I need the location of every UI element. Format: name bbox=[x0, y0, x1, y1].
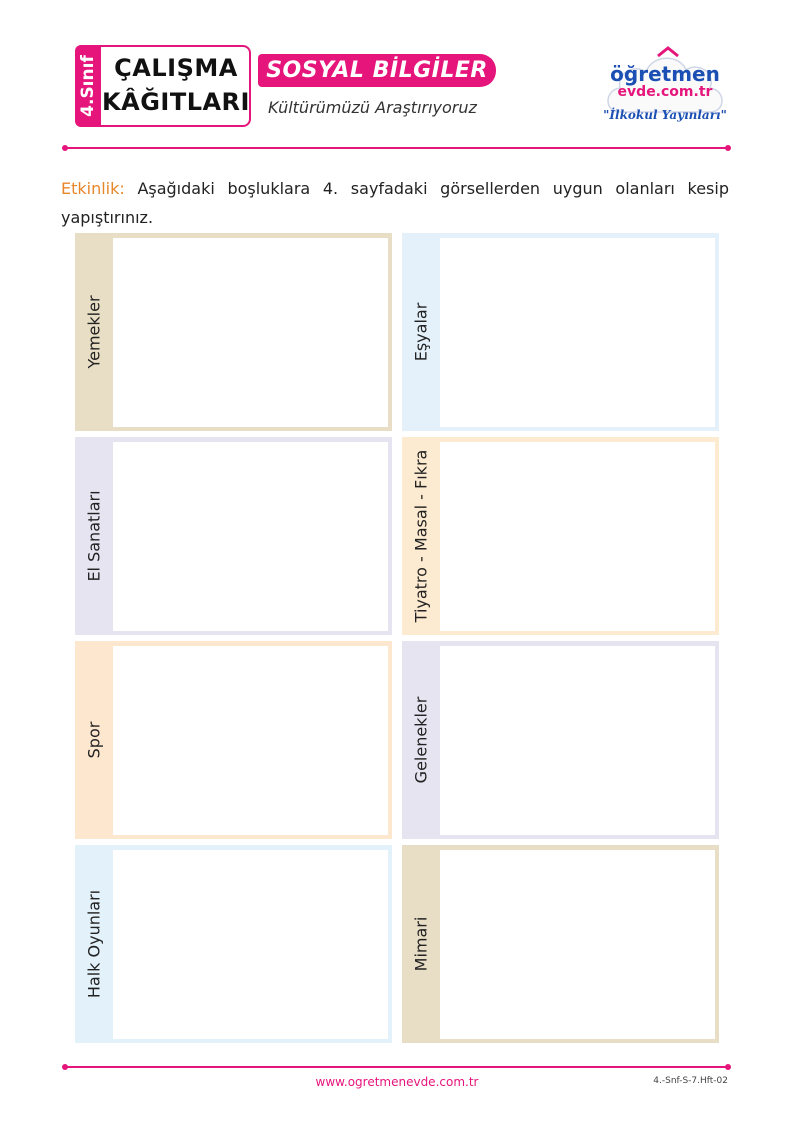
header-divider bbox=[65, 147, 728, 149]
grade-label: 4.Sınıf bbox=[78, 55, 98, 117]
logo-wordmark: öğretmen bbox=[610, 62, 720, 86]
box-architecture bbox=[402, 845, 719, 1043]
footer-divider bbox=[65, 1066, 728, 1068]
box-items bbox=[402, 233, 719, 431]
title-line-2: KÂĞITLARI bbox=[102, 88, 250, 116]
box-label: Tiyatro - Masal - Fıkra bbox=[411, 449, 431, 623]
box-folk-dances bbox=[75, 845, 392, 1043]
box-label: Mimari bbox=[411, 916, 431, 972]
subject-title: SOSYAL BİLGİLER bbox=[266, 58, 488, 83]
box-label: Yemekler bbox=[84, 295, 104, 369]
paste-area[interactable] bbox=[113, 442, 388, 631]
worksheet-title bbox=[101, 45, 251, 127]
paste-area[interactable] bbox=[440, 238, 715, 427]
paste-area[interactable] bbox=[113, 850, 388, 1039]
box-label: Halk Oyunları bbox=[84, 889, 104, 999]
logo-domain: evde.com.tr bbox=[617, 84, 713, 100]
box-traditions bbox=[402, 641, 719, 839]
paste-area[interactable] bbox=[440, 646, 715, 835]
activity-text: Aşağıdaki boşluklara 4. sayfadaki görsellerden uygun olanları kesip yapıştırınız. bbox=[61, 179, 729, 227]
title-line-1: ÇALIŞMA bbox=[114, 54, 238, 82]
subject-banner bbox=[258, 54, 496, 87]
box-handicrafts bbox=[75, 437, 392, 635]
topic-title: Kültürümüzü Araştırıyoruz bbox=[268, 98, 477, 117]
box-food bbox=[75, 233, 392, 431]
box-label: Gelenekler bbox=[411, 696, 431, 784]
box-label: Spor bbox=[84, 721, 104, 759]
activity-label: Etkinlik: bbox=[61, 179, 125, 198]
paste-area[interactable] bbox=[113, 646, 388, 835]
box-label: El Sanatları bbox=[84, 490, 104, 582]
box-theatre bbox=[402, 437, 719, 635]
footer-code: 4.-Snf-S-7.Hft-02 bbox=[653, 1076, 728, 1086]
activity-instruction bbox=[61, 174, 729, 232]
publisher-logo bbox=[602, 42, 728, 130]
paste-area[interactable] bbox=[440, 442, 715, 631]
paste-area[interactable] bbox=[113, 238, 388, 427]
logo-tagline: "İlkokul Yayınları" bbox=[603, 108, 727, 122]
footer-url[interactable]: www.ogretmenevde.com.tr bbox=[315, 1075, 479, 1089]
box-label: Eşyalar bbox=[411, 302, 431, 362]
paste-area[interactable] bbox=[440, 850, 715, 1039]
box-sport bbox=[75, 641, 392, 839]
